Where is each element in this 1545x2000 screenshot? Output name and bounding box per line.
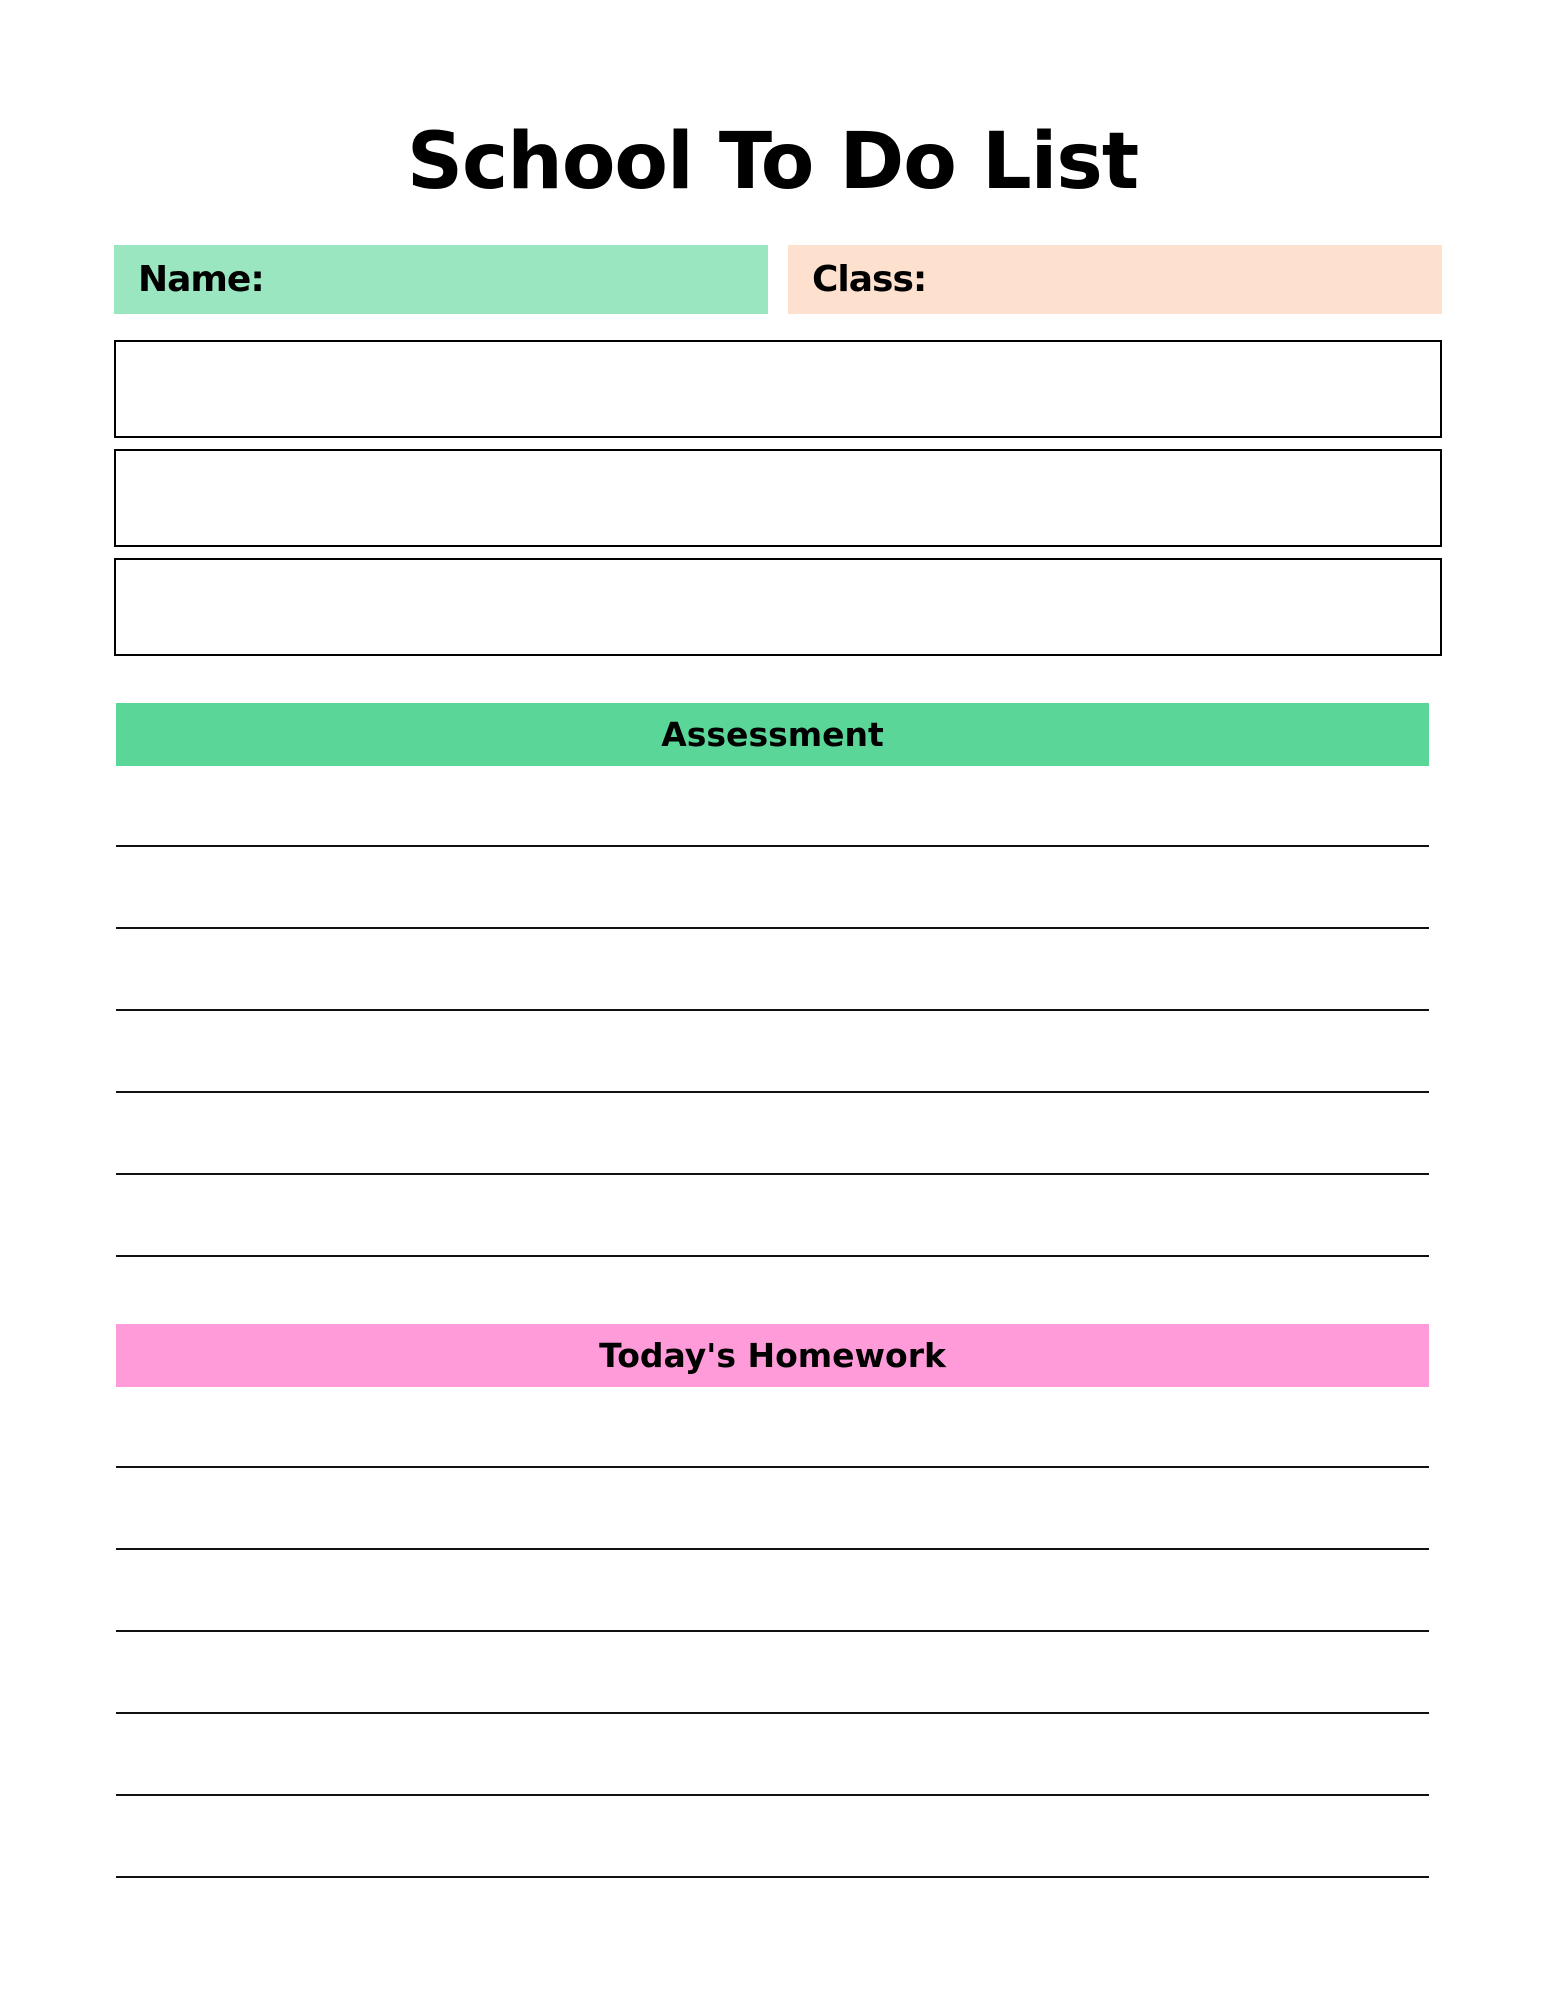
assessment-line-6[interactable] bbox=[116, 1255, 1429, 1257]
homework-line-3[interactable] bbox=[116, 1630, 1429, 1632]
assessment-line-5[interactable] bbox=[116, 1173, 1429, 1175]
page-title: School To Do List bbox=[406, 117, 1139, 207]
notes-box-2[interactable] bbox=[114, 449, 1442, 547]
assessment-line-2[interactable] bbox=[116, 927, 1429, 929]
assessment-line-3[interactable] bbox=[116, 1009, 1429, 1011]
homework-line-6[interactable] bbox=[116, 1876, 1429, 1878]
homework-line-2[interactable] bbox=[116, 1548, 1429, 1550]
assessment-header bbox=[116, 703, 1429, 766]
assessment-line-1[interactable] bbox=[116, 845, 1429, 847]
class-label: Class: bbox=[812, 259, 927, 300]
notes-box-1[interactable] bbox=[114, 340, 1442, 438]
homework-header bbox=[116, 1324, 1429, 1387]
homework-title: Today's Homework bbox=[599, 1336, 946, 1375]
homework-line-5[interactable] bbox=[116, 1794, 1429, 1796]
homework-line-4[interactable] bbox=[116, 1712, 1429, 1714]
homework-line-1[interactable] bbox=[116, 1466, 1429, 1468]
class-field[interactable] bbox=[788, 245, 1442, 314]
assessment-line-4[interactable] bbox=[116, 1091, 1429, 1093]
name-field[interactable] bbox=[114, 245, 768, 314]
assessment-title: Assessment bbox=[661, 715, 884, 754]
notes-box-3[interactable] bbox=[114, 558, 1442, 656]
name-label: Name: bbox=[138, 259, 264, 300]
